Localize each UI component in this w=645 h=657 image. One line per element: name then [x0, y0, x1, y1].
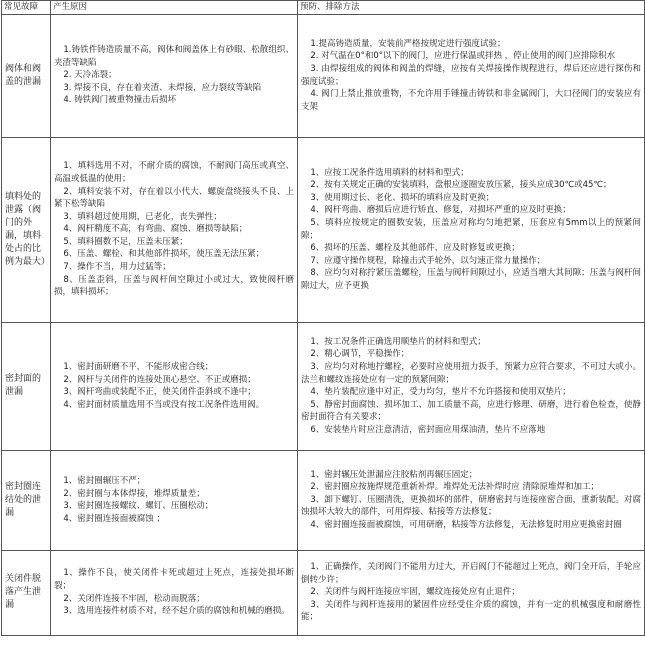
method-item: 8、应均匀对称拧紧压盖螺栓，压盖与阀杆间隙过小，应适当增大其间隙；压盖与阀杆间隙过大，应予更换 — [301, 268, 641, 291]
cause-item: 1、密封面研磨不平，不能形成密合线； — [63, 361, 214, 372]
cause-item: 6、压盖、螺栓、和其他部件损坏，使压盖无法压紧； — [63, 249, 265, 260]
cause-item: 5、填料圈数不足，压盖未压紧； — [63, 236, 188, 247]
method-item: 5、静密封面腐蚀、损坏加工、加工质量不高，应进行修理、研磨，进行着色检查，使静密封面符合有关要求； — [301, 399, 641, 423]
cause-cell — [51, 322, 298, 450]
method-item: 4、阀杆弯曲、磨损后应进行矫直、修复，对损坏严重的应及时更换； — [310, 205, 571, 216]
header-method: 预防、排除方法 — [298, 1, 645, 15]
method-item: 3、使用期过长、老化、损坏的填料应及时更换； — [310, 192, 495, 203]
method-cell — [298, 137, 645, 322]
method-item: 3、应均匀对称地拧螺栓，必要时应使用扭力扳手，预紧力应符合要求，不可过大或小。法兰和螺纹连接处应有一定的预紧间隙； — [301, 361, 641, 385]
method-item: 2、精心调节，平稳操作； — [310, 349, 410, 360]
cause-item: 1、密封圈辗压不严； — [63, 475, 146, 486]
method-item: 2、按有关规定正确的安装填料，盘根应逐圈安放压紧，接头应成30℃或45℃； — [310, 180, 612, 191]
cause-item: 7、操作不当，用力过猛等； — [63, 262, 171, 273]
method-item: 3、卸下螺钉、压圈清洗，更换损坏的部件，研磨密封与连接座密合面，重新装配。对腐蚀损坏大较大的部件，可用焊接、粘接等方法修复； — [301, 494, 641, 518]
cause-item: 3、阀杆弯曲或装配不正，使关闭件歪斜或不逢中； — [63, 387, 256, 398]
fault-cell: 阀体和阀盖的泄漏 — [2, 14, 51, 137]
method-item: 2、关闭件与阀杆连接应牢固，螺纹连接处应有止退件； — [310, 587, 520, 598]
method-cell — [298, 550, 645, 635]
cause-item: 2、填料安装不对，存在着以小代大、螺旋盘绕接头不良、上紧下松等缺陷 — [54, 186, 294, 210]
method-item: 2. 对气温在0°和0°以下的阀门，应进行保温或拌热 ，停止使用的阀门应排除积水 — [310, 51, 616, 62]
method-cell — [298, 322, 645, 450]
cause-item: 1.铸铁件铸造质量不高，阀体和阀盖体上有砂眼、松散组织、夹渣等缺陷 — [54, 45, 294, 68]
method-item: 2、密封圈应按施焊规范重新补焊。堆焊处无法补焊时应 清除原堆焊和加工； — [310, 482, 599, 493]
cause-cell — [51, 450, 298, 550]
cause-item: 8、压盖歪斜，压盖与阀杆间空隙过小或过大，致使阀杆磨损，填料损坏； — [54, 274, 294, 298]
cause-item: 1、操作不良，使关闭件卡死或超过上死点，连接处损坏断裂； — [54, 568, 294, 591]
cause-item: 3、填料超过使用期，已老化，丧失弹性； — [63, 211, 222, 222]
cause-item: 2、阀杆与关闭件的连接处顶心悬空、不正或磨损； — [63, 374, 256, 385]
method-item: 4. 阀门上禁止推放重物，不允许用手锤撞击铸铁和非金属阀门，大口径阀门的安装应有支架 — [301, 89, 641, 112]
method-item: 6、安装垫片时应注意清洁，密封面应用煤油清，垫片不应落地 — [310, 424, 546, 435]
cause-item: 4、密封面材质量选用不当或没有按工况条件选用阀。 — [63, 399, 265, 410]
cause-cell — [51, 550, 298, 635]
method-item: 1.提高铸造质量，安装前严格按规定进行强度试验； — [310, 38, 506, 49]
method-item: 1、密封辗压处泄漏应注胶粘剂再辗压固定； — [310, 469, 478, 480]
method-item: 1、正确操作，关闭阀门不能用力过大，开启阀门不能超过上死点，阀门全开后，手轮应倒转少许； — [301, 562, 641, 585]
method-item: 5、填料应按规定的圈数安装，压盖应对称均匀地把紧，压套应有5mm以上的预紧间隙； — [301, 218, 641, 241]
cause-item: 3、选用连接件材质不对，经不起介质的腐蚀和机械的磨损。 — [63, 606, 290, 617]
method-item: 6、损坏的压盖、螺栓及其他部件，应及时修复或更换； — [310, 243, 520, 254]
table-row — [2, 137, 645, 322]
fault-cell: 密封面的泄漏 — [2, 322, 51, 450]
cause-cell — [51, 137, 298, 322]
cause-item: 1、填料选用不对，不耐介质的腐蚀，不耐阀门高压或真空、高温或低温的使用； — [54, 161, 294, 184]
method-item: 4、垫片装配应逢中对正，受力均匀，垫片不允许搭接和使用双垫片； — [310, 387, 571, 398]
cause-item: 3. 焊接不良，存在着夹渣、未焊接，应力裂纹等缺陷 — [63, 82, 262, 93]
table-row — [2, 450, 645, 550]
method-item: 1、按工况条件正确选用顺垫片的材料和型式； — [310, 336, 486, 347]
method-item: 7、应遵守操作规程，除撞击式手轮外，以匀速正常力量操作； — [310, 255, 546, 266]
cause-item: 4、阀杆精度不高，有弯曲、腐蚀、磨损等缺陷； — [63, 224, 248, 235]
cause-item: 2、关闭件连接不牢固，松动而脱落； — [63, 593, 205, 604]
cause-item: 3、密封圈连接螺纹、螺钉、压圈松动； — [63, 501, 214, 512]
table-header-row — [2, 1, 645, 15]
method-cell — [298, 14, 645, 137]
cause-item: 2. 天冷冻裂； — [63, 70, 117, 81]
header-fault: 常见故障 — [2, 1, 51, 15]
fault-cell: 密封圈连结处的泄漏 — [2, 450, 51, 550]
cause-item: 2、密封圈与本体焊接，堆焊质量差； — [63, 488, 205, 499]
method-cell — [298, 450, 645, 550]
table-row — [2, 14, 645, 137]
method-item: 3、关闭件与阀杆连接用的紧固件应经受住介质的腐蚀，并有一定的机械强度和耐磨性能； — [301, 599, 641, 623]
table-row — [2, 322, 645, 450]
fault-table — [1, 0, 645, 636]
method-item: 1、应按工况条件选用填料的材料和型式； — [310, 167, 469, 178]
method-item: 3. 由焊接组成的阀体和阀盖的焊缝，应按有关焊接操作规程进行，焊后还应进行探伤和强度试验； — [301, 64, 641, 87]
fault-cell: 关闭件脱落产生泄漏 — [2, 550, 51, 635]
table-row — [2, 550, 645, 635]
cause-item: 4. 铸铁阀门被重物撞击后损坏 — [63, 95, 177, 106]
cause-cell — [51, 14, 298, 137]
cause-item: 4、密封圈连接面被腐蚀 ； — [63, 513, 165, 524]
fault-cell: 填料处的泄露（阀门的外漏，填料处占的比例为最大） — [2, 137, 51, 322]
method-item: 4、密封圈连接面被腐蚀，可用研磨，粘接等方法修复，无法修复时用应更换密封圈 — [310, 519, 622, 530]
header-cause: 产生原因 — [51, 1, 298, 15]
